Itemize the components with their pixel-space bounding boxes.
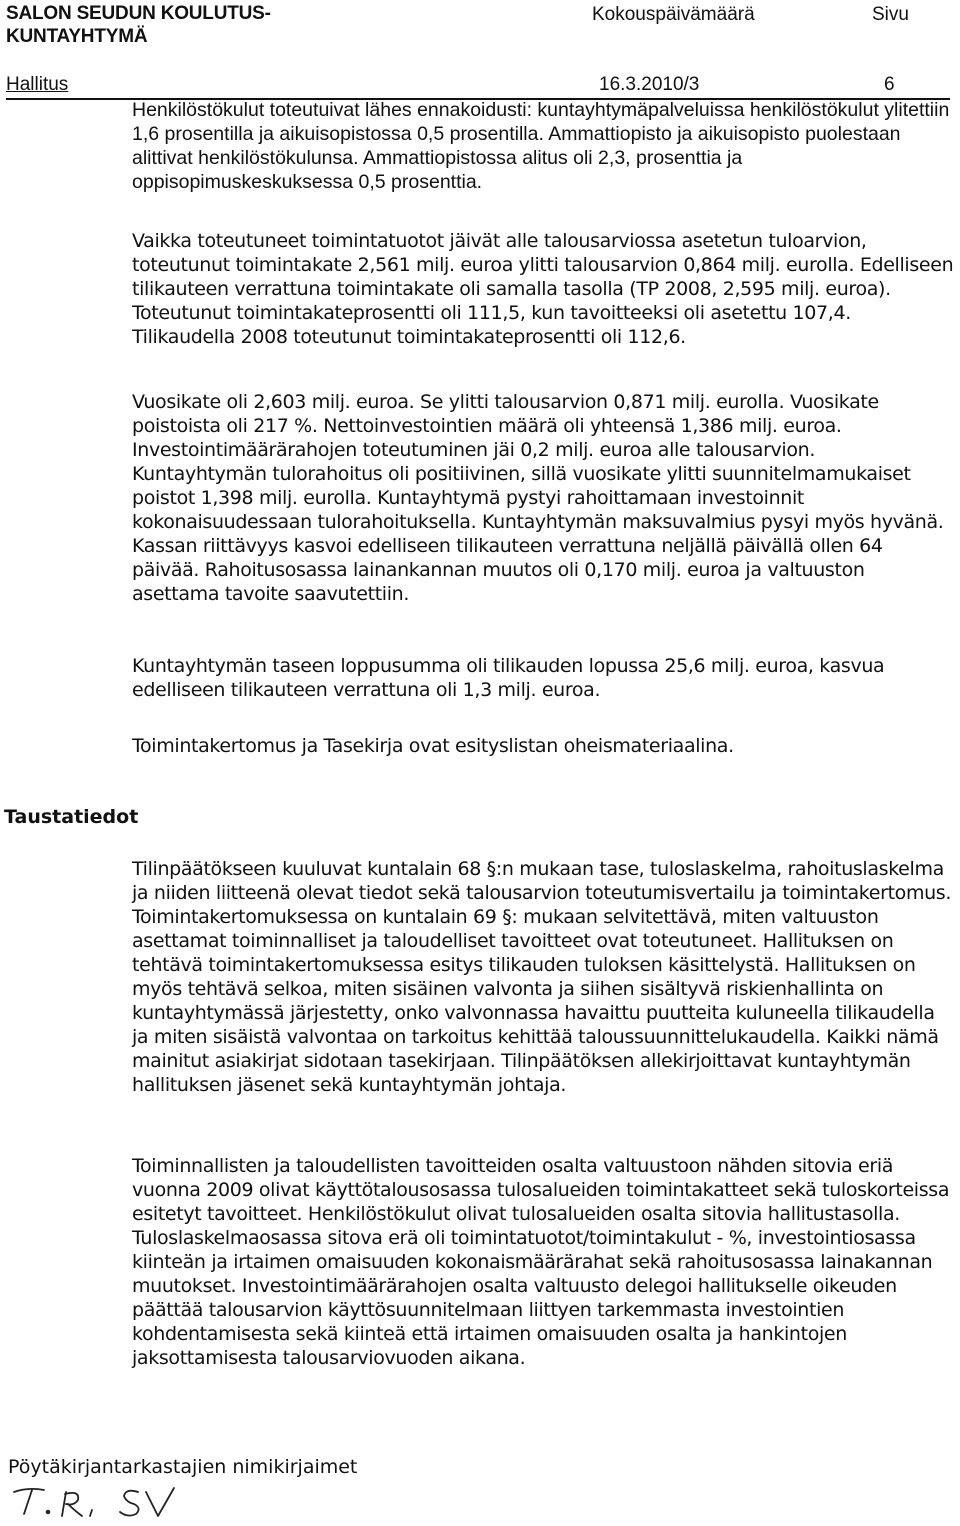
paragraph-annual-margin: Vuosikate oli 2,603 milj. euroa. Se ylitti talousarvion 0,871 milj. eurolla. Vuosikate poistoista oli 217 %. Nettoinvestointien määrä oli yhteensä 1,386 milj. euroa. Investointimäärärahojen toteutuminen jäi 0,2 milj. euroa alle talousarvion. Kuntayhtymän tulorahoitus oli positiivinen, sillä vuosikate ylitti suunnitelmamukaiset poistot 1,398 milj. eurolla. Kuntayhtymä pystyi rahoittamaan investoinnit kokonaisuudessaan tulorahoituksella. Kuntayhtymän maksuvalmius pysyi myös hyvänä. Kassan riittävyys kasvoi edelliseen tilikauteen verrattuna neljällä päivällä ollen 64 päivää. Rahoitusosassa lainankannan muutos oli 0,170 milj. euroa ja valtuuston asettama tavoite saavutettiin.	[132, 391, 944, 605]
organization-name	[6, 2, 271, 48]
paragraph-attachments: Toimintakertomus ja Tasekirja ovat esityslistan oheismateriaalina.	[132, 735, 734, 757]
org-name-line-2: KUNTAYHTYMÄ	[6, 26, 148, 47]
meeting-date-label: Kokouspäivämäärä	[592, 4, 755, 25]
paragraph-personnel-costs: Henkilöstökulut toteutuivat lähes ennakoidusti: kuntayhtymäpalveluissa henkilöstökulut ylitettiin 1,6 prosentilla ja aikuisopistossa 0,5 prosentilla. Ammattiopisto ja aikuisopisto puolestaan alittivat henkilöstökulunsa. Ammattiopistossa alitus oli 2,3, prosenttia ja oppisopimuskeskuksessa 0,5 prosenttia.	[132, 99, 950, 193]
handwritten-initials-signature	[8, 1478, 208, 1526]
org-name-line-1: SALON SEUDUN KOULUTUS-	[6, 3, 271, 24]
board-name: Hallitus	[6, 74, 69, 95]
initials-label: Pöytäkirjantarkastajien nimikirjaimet	[8, 1456, 358, 1478]
paragraph-financial-statements: Tilinpäätökseen kuuluvat kuntalain 68 §:n mukaan tase, tuloslaskelma, rahoituslaskelma ja niiden liitteenä olevat tiedot sekä talousarvion toteutumisvertailu ja toimintakertomus. Toimintakertomuksessa on kuntalain 69 §: mukaan selvitettävä, miten valtuuston asettamat toiminnalliset ja taloudelliset tavoitteet ovat toteutuneet. Hallituksen on tehtävä toimintakertomuksessa esitys tilikauden tuloksen käsittelystä. Hallituksen on myös tehtävä selkoa, miten sisäinen valvonta ja siihen sisältyvä riskienhallinta on kuntayhtymässä järjestetty, onko valvonnassa havaittu puutteita kuluneella tilikaudella ja miten sisäistä valvontaa on tarkoitus kehittää taloussuunnittelukaudella. Kaikki nämä mainitut asiakirjat sidotaan tasekirjaan. Tilinpäätöksen allekirjoittavat kuntayhtymän hallituksen jäsenet sekä kuntayhtymän johtaja.	[132, 858, 952, 1096]
meta-row	[6, 74, 950, 100]
page-label: Sivu	[872, 4, 909, 25]
section-label-background: Taustatiedot	[4, 806, 139, 828]
paragraph-balance-sheet: Kuntayhtymän taseen loppusumma oli tilikauden lopussa 25,6 milj. euroa, kasvua edelliseen tilikauteen verrattuna oli 1,3 milj. euroa.	[132, 655, 885, 701]
paragraph-operating-margin: Vaikka toteutuneet toimintatuotot jäivät alle talousarviossa asetetun tuloarvion, toteutunut toimintakate 2,561 milj. euroa ylitti talousarvion 0,864 milj. eurolla. Edelliseen tilikauteen verrattuna toimintakate oli samalla tasolla (TP 2008, 2,595 milj. euroa). Toteutunut toimintakateprosentti oli 111,5, kun tavoitteeksi oli asetettu 107,4. Tilikaudella 2008 toteutunut toimintakateprosentti oli 112,6.	[132, 230, 954, 348]
meeting-date: 16.3.2010/3	[599, 74, 700, 95]
paragraph-binding-items: Toiminnallisten ja taloudellisten tavoitteiden osalta valtuustoon nähden sitovia eriä vuonna 2009 olivat käyttötalousosassa tulosalueiden toimintakatteet sekä tuloskorteissa esitetyt tavoitteet. Henkilöstökulut olivat tulosalueiden osalta sitovia hallitustasolla. Tuloslaskelmaosassa sitova erä oli toimintatuotot/toimintakulut - %, investointiosassa kiinteän ja irtaimen omaisuuden kokonaismäärärahat sekä rahoitusosassa lainakannan muutokset. Investointimäärärahojen osalta valtuusto delegoi hallitukselle oikeuden päättää talousarvion käyttösuunnitelmaan liittyen tarkemmasta investointien kohdentamisesta sekä kiinteä että irtaimen omaisuuden osalta ja hankintojen jaksottamisesta talousarviovuoden aikana.	[132, 1155, 950, 1369]
page-number: 6	[884, 74, 895, 95]
